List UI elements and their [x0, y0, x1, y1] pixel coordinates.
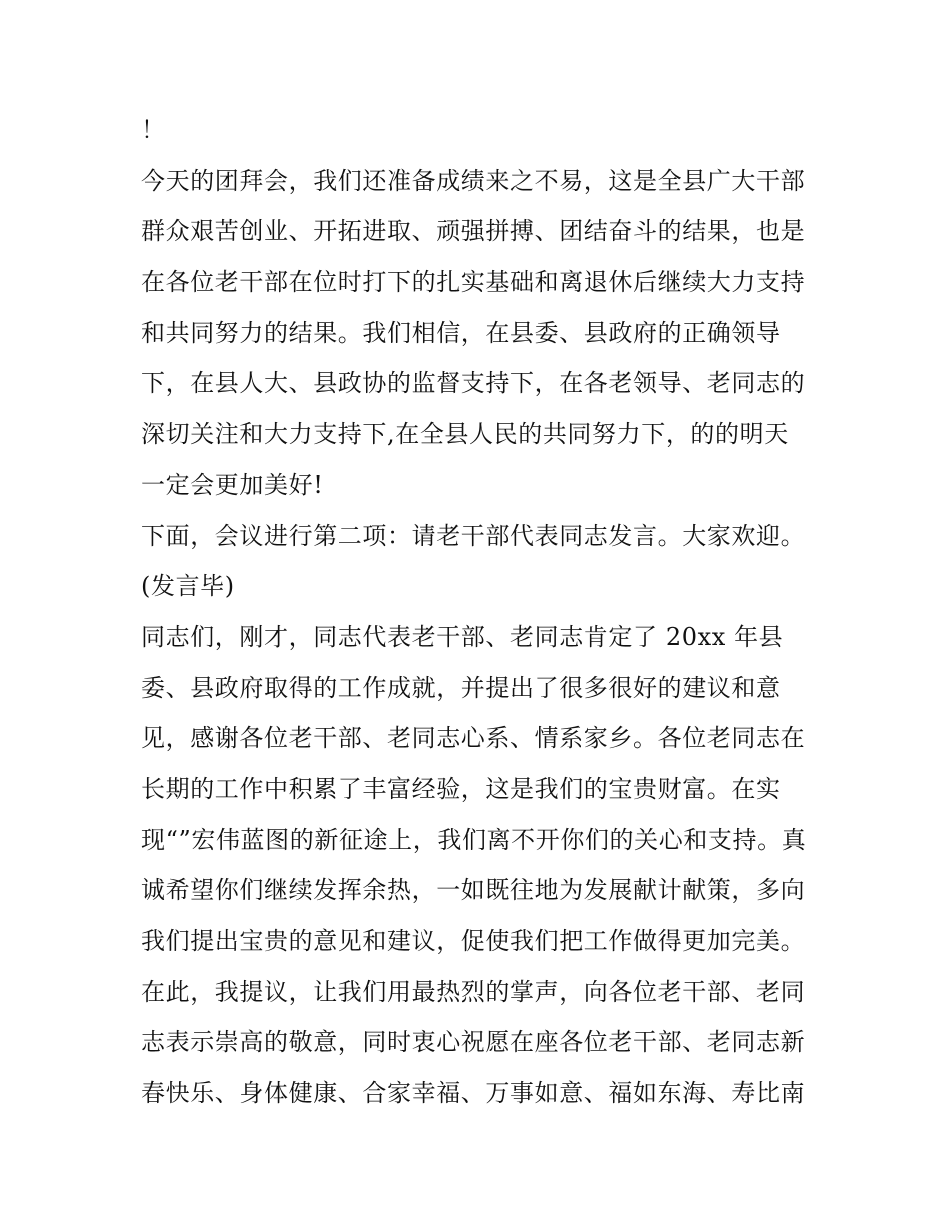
text-line: 在此，我提议，让我们用最热烈的掌声，向各位老干部、老同	[141, 978, 806, 1006]
text-line: (发言毕)	[141, 572, 235, 600]
text-line: 我们提出宝贵的意见和建议，促使我们把工作做得更加完美。	[141, 927, 806, 955]
text-line: 在各位老干部在位时打下的扎实基础和离退休后继续大力支持	[141, 268, 806, 296]
text-line: 诚希望你们继续发挥余热，一如既往地为发展献计献策，多向	[141, 876, 806, 904]
text-line: 下面，会议进行第二项：请老干部代表同志发言。大家欢迎。	[141, 522, 806, 550]
text-line: 春快乐、身体健康、合家幸福、万事如意、福如东海、寿比南	[141, 1079, 806, 1107]
text-line: 群众艰苦创业、开拓进取、顽强拼搏、团结奋斗的结果，也是	[141, 217, 806, 245]
text-line: 委、县政府取得的工作成就，并提出了很多很好的建议和意	[141, 674, 781, 702]
text-line: 长期的工作中积累了丰富经验，这是我们的宝贵财富。在实	[141, 775, 781, 803]
text-line: 今天的团拜会，我们还准备成绩来之不易，这是全县广大干部	[141, 167, 806, 195]
text-line: 同志们，刚才，同志代表老干部、老同志肯定了 20xx 年县	[141, 623, 784, 651]
text-line: 现“”宏伟蓝图的新征途上，我们离不开你们的关心和支持。真	[141, 826, 807, 854]
text-line: 下，在县人大、县政协的监督支持下，在各老领导、老同志的	[141, 369, 806, 397]
text-line: 和共同努力的结果。我们相信，在县委、县政府的正确领导	[141, 319, 781, 347]
text-line: 志表示崇高的敬意，同时衷心祝愿在座各位老干部、老同志新	[141, 1028, 806, 1056]
text-line: ！	[141, 116, 166, 144]
text-line: 深切关注和大力支持下,在全县人民的共同努力下，的的明天	[141, 420, 789, 448]
text-line: 一定会更加美好!	[141, 471, 324, 499]
text-line: 见，感谢各位老干部、老同志心系、情系家乡。各位老同志在	[141, 724, 806, 752]
